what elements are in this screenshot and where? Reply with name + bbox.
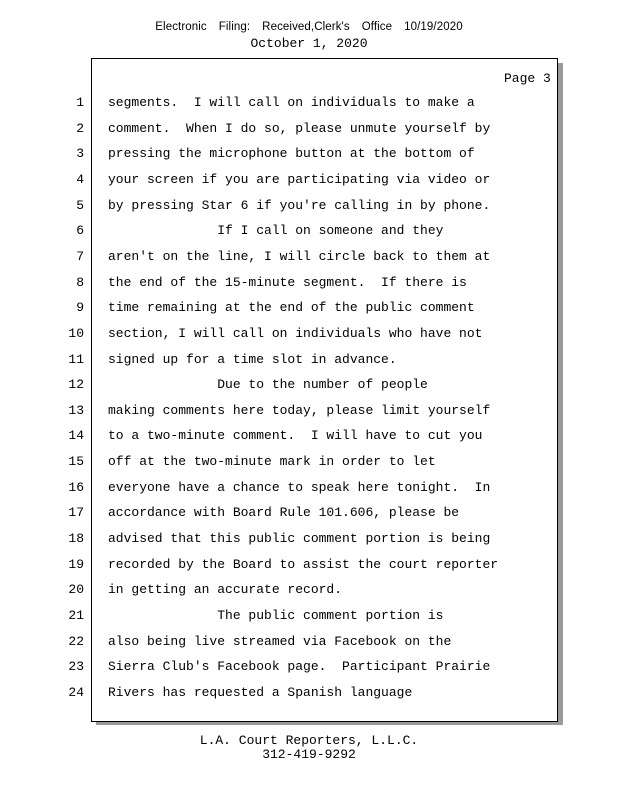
line-number: 8: [76, 275, 84, 290]
line-number: 1: [76, 95, 84, 110]
transcript-line-text: pressing the microphone button at the bottom of: [108, 146, 475, 161]
stamp-part: 10/19/2020: [404, 21, 463, 33]
page-number: Page 3: [504, 71, 551, 86]
transcript-line-text: Rivers has requested a Spanish language: [108, 685, 413, 700]
line-number: 24: [68, 685, 84, 700]
line-number: 15: [68, 454, 84, 469]
transcript-line-text: also being live streamed via Facebook on the: [108, 634, 452, 649]
line-number: 18: [68, 531, 84, 546]
line-number: 9: [76, 300, 84, 315]
transcript-line-text: your screen if you are participating via video or: [108, 172, 491, 187]
line-number: 16: [68, 480, 84, 495]
transcript-line-text: segments. I will call on individuals to make a: [108, 95, 475, 110]
transcript-line-text: by pressing Star 6 if you're calling in by phone.: [108, 198, 491, 213]
line-number: 3: [76, 146, 84, 161]
transcript-line-text: time remaining at the end of the public comment: [108, 300, 475, 315]
line-number: 5: [76, 198, 84, 213]
line-number: 20: [68, 582, 84, 597]
stamp-part: Received,Clerk's: [262, 21, 350, 33]
line-number: 14: [68, 428, 84, 443]
transcript-line-text: recorded by the Board to assist the court reporter: [108, 557, 499, 572]
transcript-line-text: to a two-minute comment. I will have to cut you: [108, 428, 483, 443]
line-number: 17: [68, 505, 84, 520]
transcript-line-text: signed up for a time slot in advance.: [108, 352, 397, 367]
transcript-date: October 1, 2020: [250, 36, 368, 51]
transcript-line-text: aren't on the line, I will circle back to them at: [108, 249, 491, 264]
stamp-part: Office: [361, 21, 393, 33]
line-number: 22: [68, 634, 84, 649]
line-number: 2: [76, 121, 84, 136]
transcript-line-text: the end of the 15-minute segment. If there is: [108, 275, 467, 290]
line-number: 19: [68, 557, 84, 572]
footer-phone: 312-419-9292: [262, 747, 356, 762]
transcript-line-text: accordance with Board Rule 101.606, please be: [108, 505, 460, 520]
line-number: 23: [68, 659, 84, 674]
line-number: 4: [76, 172, 84, 187]
filing-stamp: [0, 21, 618, 33]
line-number: 6: [76, 223, 84, 238]
footer-company: L.A. Court Reporters, L.L.C.: [199, 733, 419, 748]
line-number: 13: [68, 403, 84, 418]
transcript-line-text: If I call on someone and they: [108, 223, 444, 238]
line-number: 11: [68, 352, 84, 367]
transcript-line-text: comment. When I do so, please unmute yourself by: [108, 121, 491, 136]
transcript-line-text: section, I will call on individuals who have not: [108, 326, 483, 341]
transcript-line-text: everyone have a chance to speak here tonight. In: [108, 480, 491, 495]
transcript-line-text: off at the two-minute mark in order to let: [108, 454, 436, 469]
transcript-line-text: Due to the number of people: [108, 377, 428, 392]
transcript-line-text: The public comment portion is: [108, 608, 444, 623]
transcript-line-text: Sierra Club's Facebook page. Participant Prairie: [108, 659, 491, 674]
transcript-line-text: advised that this public comment portion is being: [108, 531, 491, 546]
stamp-part: Filing:: [218, 21, 251, 33]
transcript-line-text: in getting an accurate record.: [108, 582, 343, 597]
line-number: 21: [68, 608, 84, 623]
line-number: 7: [76, 249, 84, 264]
line-number: 12: [68, 377, 84, 392]
transcript-line-text: making comments here today, please limit yourself: [108, 403, 491, 418]
line-number: 10: [68, 326, 84, 341]
stamp-part: Electronic: [155, 21, 207, 33]
